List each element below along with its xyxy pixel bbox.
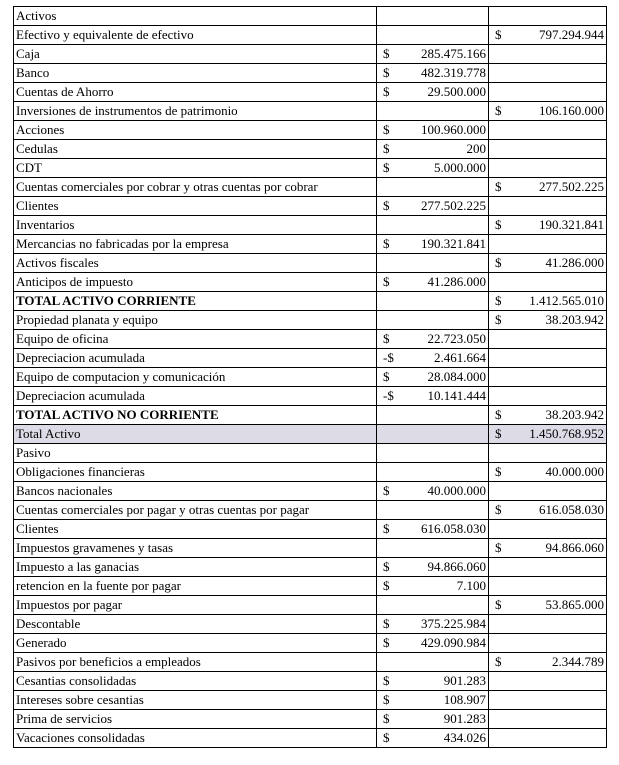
total-cell[interactable] bbox=[489, 463, 607, 482]
balance-row bbox=[14, 140, 607, 159]
subtotal-cell[interactable] bbox=[377, 672, 489, 691]
subtotal-cell[interactable] bbox=[377, 482, 489, 501]
row-label[interactable]: Propiedad planata y equipo bbox=[14, 311, 377, 330]
balance-row bbox=[14, 425, 607, 444]
balance-row bbox=[14, 539, 607, 558]
total-cell[interactable] bbox=[489, 444, 607, 463]
row-label[interactable]: Clientes bbox=[14, 197, 377, 216]
subtotal-cell[interactable] bbox=[377, 596, 489, 615]
subtotal-cell[interactable] bbox=[377, 634, 489, 653]
subtotal-amount: 22.723.050 bbox=[427, 331, 486, 346]
subtotal-currency-sign: $ bbox=[383, 730, 390, 745]
balance-row bbox=[14, 26, 607, 45]
total-cell[interactable] bbox=[489, 216, 607, 235]
total-cell[interactable] bbox=[489, 425, 607, 444]
balance-row bbox=[14, 368, 607, 387]
total-currency-sign: $ bbox=[495, 597, 502, 612]
balance-row bbox=[14, 349, 607, 368]
row-label[interactable]: Depreciacion acumulada bbox=[14, 387, 377, 406]
total-cell[interactable] bbox=[489, 197, 607, 216]
subtotal-amount: 616.058.030 bbox=[421, 521, 486, 536]
row-label[interactable]: Inventarios bbox=[14, 216, 377, 235]
subtotal-cell[interactable] bbox=[377, 64, 489, 83]
total-cell[interactable] bbox=[489, 349, 607, 368]
total-cell[interactable] bbox=[489, 178, 607, 197]
subtotal-currency-sign: $ bbox=[383, 369, 390, 384]
total-cell[interactable] bbox=[489, 387, 607, 406]
subtotal-cell[interactable] bbox=[377, 159, 489, 178]
subtotal-cell[interactable] bbox=[377, 330, 489, 349]
total-cell[interactable] bbox=[489, 558, 607, 577]
balance-row bbox=[14, 292, 607, 311]
total-amount: 38.203.942 bbox=[545, 407, 604, 422]
subtotal-cell[interactable] bbox=[377, 558, 489, 577]
total-cell[interactable] bbox=[489, 577, 607, 596]
subtotal-cell[interactable] bbox=[377, 216, 489, 235]
subtotal-amount: 94.866.060 bbox=[427, 559, 486, 574]
row-label[interactable]: Prima de servicios bbox=[14, 710, 377, 729]
total-amount: 94.866.060 bbox=[545, 540, 604, 555]
balance-row bbox=[14, 634, 607, 653]
total-cell[interactable] bbox=[489, 159, 607, 178]
subtotal-cell[interactable] bbox=[377, 653, 489, 672]
subtotal-currency-sign: $ bbox=[383, 198, 390, 213]
row-label[interactable]: Mercancias no fabricadas por la empresa bbox=[14, 235, 377, 254]
balance-row bbox=[14, 311, 607, 330]
subtotal-currency-sign: $ bbox=[383, 160, 390, 175]
balance-row bbox=[14, 330, 607, 349]
balance-row bbox=[14, 596, 607, 615]
row-label[interactable]: Impuestos gravamenes y tasas bbox=[14, 539, 377, 558]
subtotal-currency-sign: $ bbox=[383, 331, 390, 346]
balance-row bbox=[14, 254, 607, 273]
subtotal-amount: 108.907 bbox=[443, 692, 486, 707]
row-label[interactable]: Depreciacion acumulada bbox=[14, 349, 377, 368]
subtotal-cell[interactable] bbox=[377, 121, 489, 140]
total-cell[interactable] bbox=[489, 710, 607, 729]
subtotal-cell[interactable] bbox=[377, 691, 489, 710]
subtotal-amount: 29.500.000 bbox=[427, 84, 486, 99]
total-amount: 1.412.565.010 bbox=[529, 293, 604, 308]
balance-row bbox=[14, 710, 607, 729]
total-currency-sign: $ bbox=[495, 426, 502, 441]
total-cell[interactable] bbox=[489, 729, 607, 748]
total-cell[interactable] bbox=[489, 102, 607, 121]
subtotal-amount: 100.960.000 bbox=[421, 122, 486, 137]
balance-sheet-body bbox=[14, 7, 607, 748]
total-cell[interactable] bbox=[489, 672, 607, 691]
subtotal-currency-sign: $ bbox=[383, 483, 390, 498]
total-cell[interactable] bbox=[489, 596, 607, 615]
total-cell[interactable] bbox=[489, 64, 607, 83]
subtotal-amount: 429.090.984 bbox=[421, 635, 486, 650]
balance-row bbox=[14, 520, 607, 539]
total-cell[interactable] bbox=[489, 26, 607, 45]
balance-row bbox=[14, 159, 607, 178]
balance-row bbox=[14, 444, 607, 463]
subtotal-cell[interactable] bbox=[377, 26, 489, 45]
total-cell[interactable] bbox=[489, 140, 607, 159]
balance-row bbox=[14, 406, 607, 425]
subtotal-cell[interactable] bbox=[377, 463, 489, 482]
total-currency-sign: $ bbox=[495, 103, 502, 118]
row-label[interactable]: Clientes bbox=[14, 520, 377, 539]
total-cell[interactable] bbox=[489, 691, 607, 710]
subtotal-currency-sign: $ bbox=[383, 635, 390, 650]
subtotal-cell[interactable] bbox=[377, 387, 489, 406]
total-currency-sign: $ bbox=[495, 502, 502, 517]
subtotal-cell[interactable] bbox=[377, 349, 489, 368]
total-cell[interactable] bbox=[489, 273, 607, 292]
subtotal-amount: 7.100 bbox=[456, 578, 486, 593]
balance-row bbox=[14, 387, 607, 406]
subtotal-currency-sign: $ bbox=[383, 578, 390, 593]
total-amount: 53.865.000 bbox=[545, 597, 604, 612]
subtotal-cell[interactable] bbox=[377, 197, 489, 216]
subtotal-amount: 434.026 bbox=[443, 730, 486, 745]
subtotal-amount: 375.225.984 bbox=[421, 616, 486, 631]
subtotal-cell[interactable] bbox=[377, 102, 489, 121]
balance-row bbox=[14, 691, 607, 710]
subtotal-currency-sign: $ bbox=[383, 65, 390, 80]
row-label[interactable]: retencion en la fuente por pagar bbox=[14, 577, 377, 596]
balance-row bbox=[14, 577, 607, 596]
total-amount: 41.286.000 bbox=[545, 255, 604, 270]
subtotal-currency-sign: $ bbox=[383, 141, 390, 156]
row-label[interactable]: Cuentas de Ahorro bbox=[14, 83, 377, 102]
total-amount: 106.160.000 bbox=[539, 103, 604, 118]
total-cell[interactable] bbox=[489, 45, 607, 64]
row-label[interactable]: Generado bbox=[14, 634, 377, 653]
row-label[interactable]: Caja bbox=[14, 45, 377, 64]
total-amount: 40.000.000 bbox=[545, 464, 604, 479]
row-label[interactable]: Inversiones de instrumentos de patrimonio bbox=[14, 102, 377, 121]
total-amount: 797.294.944 bbox=[539, 27, 604, 42]
row-label[interactable]: Banco bbox=[14, 64, 377, 83]
subtotal-cell[interactable] bbox=[377, 83, 489, 102]
total-currency-sign: $ bbox=[495, 464, 502, 479]
subtotal-currency-sign: $ bbox=[383, 274, 390, 289]
row-label[interactable]: Bancos nacionales bbox=[14, 482, 377, 501]
total-amount: 38.203.942 bbox=[545, 312, 604, 327]
row-label[interactable]: Vacaciones consolidadas bbox=[14, 729, 377, 748]
subtotal-cell[interactable] bbox=[377, 425, 489, 444]
subtotal-amount: 901.283 bbox=[443, 711, 486, 726]
total-currency-sign: $ bbox=[495, 255, 502, 270]
balance-row bbox=[14, 273, 607, 292]
total-currency-sign: $ bbox=[495, 654, 502, 669]
total-cell[interactable] bbox=[489, 653, 607, 672]
total-cell[interactable] bbox=[489, 254, 607, 273]
balance-row bbox=[14, 64, 607, 83]
subtotal-cell[interactable] bbox=[377, 311, 489, 330]
balance-row bbox=[14, 501, 607, 520]
total-cell[interactable] bbox=[489, 634, 607, 653]
total-cell[interactable] bbox=[489, 330, 607, 349]
balance-row bbox=[14, 121, 607, 140]
total-currency-sign: $ bbox=[495, 312, 502, 327]
subtotal-amount: 482.319.778 bbox=[421, 65, 486, 80]
subtotal-amount: 10.141.444 bbox=[427, 388, 486, 403]
subtotal-amount: 901.283 bbox=[443, 673, 486, 688]
subtotal-currency-sign: $ bbox=[383, 559, 390, 574]
row-label[interactable]: CDT bbox=[14, 159, 377, 178]
balance-row bbox=[14, 45, 607, 64]
subtotal-cell[interactable] bbox=[377, 444, 489, 463]
subtotal-currency-sign: $ bbox=[383, 521, 390, 536]
row-label[interactable]: Impuesto a las ganacias bbox=[14, 558, 377, 577]
total-currency-sign: $ bbox=[495, 217, 502, 232]
total-amount: 616.058.030 bbox=[539, 502, 604, 517]
subtotal-currency-sign: $ bbox=[383, 673, 390, 688]
total-cell[interactable] bbox=[489, 121, 607, 140]
subtotal-cell[interactable] bbox=[377, 292, 489, 311]
balance-row bbox=[14, 463, 607, 482]
row-label[interactable]: Acciones bbox=[14, 121, 377, 140]
total-currency-sign: $ bbox=[495, 27, 502, 42]
balance-row bbox=[14, 615, 607, 634]
row-label[interactable]: Total Activo bbox=[14, 425, 377, 444]
total-cell[interactable] bbox=[489, 235, 607, 254]
subtotal-amount: 285.475.166 bbox=[421, 46, 486, 61]
subtotal-amount: 28.084.000 bbox=[427, 369, 486, 384]
row-label[interactable]: Cuentas comerciales por pagar y otras cuentas por pagar bbox=[14, 501, 377, 520]
balance-row bbox=[14, 197, 607, 216]
subtotal-currency-sign: $ bbox=[383, 616, 390, 631]
balance-row bbox=[14, 7, 607, 26]
row-label[interactable]: Cuentas comerciales por cobrar y otras cuentas por cobrar bbox=[14, 178, 377, 197]
row-label[interactable]: TOTAL ACTIVO NO CORRIENTE bbox=[14, 406, 377, 425]
subtotal-amount: 40.000.000 bbox=[427, 483, 486, 498]
total-currency-sign: $ bbox=[495, 179, 502, 194]
subtotal-amount: 41.286.000 bbox=[427, 274, 486, 289]
row-label[interactable]: Equipo de oficina bbox=[14, 330, 377, 349]
total-cell[interactable] bbox=[489, 368, 607, 387]
total-cell[interactable] bbox=[489, 501, 607, 520]
subtotal-currency-sign: $ bbox=[383, 122, 390, 137]
subtotal-amount: 190.321.841 bbox=[421, 236, 486, 251]
subtotal-cell[interactable] bbox=[377, 729, 489, 748]
subtotal-cell[interactable] bbox=[377, 539, 489, 558]
subtotal-amount: 277.502.225 bbox=[421, 198, 486, 213]
subtotal-cell[interactable] bbox=[377, 710, 489, 729]
row-label[interactable]: Obligaciones financieras bbox=[14, 463, 377, 482]
row-label[interactable]: Pasivo bbox=[14, 444, 377, 463]
row-label[interactable]: Pasivos por beneficios a empleados bbox=[14, 653, 377, 672]
balance-row bbox=[14, 216, 607, 235]
row-label[interactable]: Anticipos de impuesto bbox=[14, 273, 377, 292]
row-label[interactable]: Activos bbox=[14, 7, 377, 26]
subtotal-cell[interactable] bbox=[377, 368, 489, 387]
subtotal-currency-sign: -$ bbox=[383, 350, 394, 365]
subtotal-cell[interactable] bbox=[377, 520, 489, 539]
subtotal-cell[interactable] bbox=[377, 7, 489, 26]
balance-row bbox=[14, 729, 607, 748]
total-cell[interactable] bbox=[489, 7, 607, 26]
subtotal-currency-sign: $ bbox=[383, 84, 390, 99]
total-cell[interactable] bbox=[489, 406, 607, 425]
total-currency-sign: $ bbox=[495, 540, 502, 555]
subtotal-cell[interactable] bbox=[377, 615, 489, 634]
balance-sheet-table bbox=[13, 6, 607, 748]
total-cell[interactable] bbox=[489, 83, 607, 102]
row-label[interactable]: Intereses sobre cesantias bbox=[14, 691, 377, 710]
total-cell[interactable] bbox=[489, 482, 607, 501]
total-cell[interactable] bbox=[489, 615, 607, 634]
row-label[interactable]: Impuestos por pagar bbox=[14, 596, 377, 615]
subtotal-currency-sign: $ bbox=[383, 711, 390, 726]
total-cell[interactable] bbox=[489, 520, 607, 539]
row-label[interactable]: Descontable bbox=[14, 615, 377, 634]
subtotal-cell[interactable] bbox=[377, 406, 489, 425]
balance-row bbox=[14, 102, 607, 121]
subtotal-cell[interactable] bbox=[377, 140, 489, 159]
subtotal-cell[interactable] bbox=[377, 501, 489, 520]
total-currency-sign: $ bbox=[495, 407, 502, 422]
total-currency-sign: $ bbox=[495, 293, 502, 308]
balance-row bbox=[14, 178, 607, 197]
row-label[interactable]: Activos fiscales bbox=[14, 254, 377, 273]
subtotal-currency-sign: $ bbox=[383, 692, 390, 707]
total-cell[interactable] bbox=[489, 539, 607, 558]
subtotal-cell[interactable] bbox=[377, 254, 489, 273]
total-amount: 190.321.841 bbox=[539, 217, 604, 232]
subtotal-currency-sign: $ bbox=[383, 46, 390, 61]
row-label[interactable]: Equipo de computacion y comunicación bbox=[14, 368, 377, 387]
row-label[interactable]: Efectivo y equivalente de efectivo bbox=[14, 26, 377, 45]
subtotal-amount: 200 bbox=[466, 141, 486, 156]
total-amount: 277.502.225 bbox=[539, 179, 604, 194]
subtotal-cell[interactable] bbox=[377, 178, 489, 197]
subtotal-amount: 2.461.664 bbox=[434, 350, 486, 365]
subtotal-cell[interactable] bbox=[377, 577, 489, 596]
total-cell[interactable] bbox=[489, 311, 607, 330]
balance-row bbox=[14, 83, 607, 102]
row-label[interactable]: Cesantias consolidadas bbox=[14, 672, 377, 691]
balance-row bbox=[14, 558, 607, 577]
balance-row bbox=[14, 672, 607, 691]
subtotal-currency-sign: -$ bbox=[383, 388, 394, 403]
total-amount: 2.344.789 bbox=[552, 654, 604, 669]
balance-row bbox=[14, 235, 607, 254]
total-cell[interactable] bbox=[489, 292, 607, 311]
subtotal-cell[interactable] bbox=[377, 45, 489, 64]
row-label[interactable]: Cedulas bbox=[14, 140, 377, 159]
subtotal-amount: 5.000.000 bbox=[434, 160, 486, 175]
row-label[interactable]: TOTAL ACTIVO CORRIENTE bbox=[14, 292, 377, 311]
subtotal-currency-sign: $ bbox=[383, 236, 390, 251]
subtotal-cell[interactable] bbox=[377, 273, 489, 292]
subtotal-cell[interactable] bbox=[377, 235, 489, 254]
balance-row bbox=[14, 482, 607, 501]
total-amount: 1.450.768.952 bbox=[529, 426, 604, 441]
balance-row bbox=[14, 653, 607, 672]
